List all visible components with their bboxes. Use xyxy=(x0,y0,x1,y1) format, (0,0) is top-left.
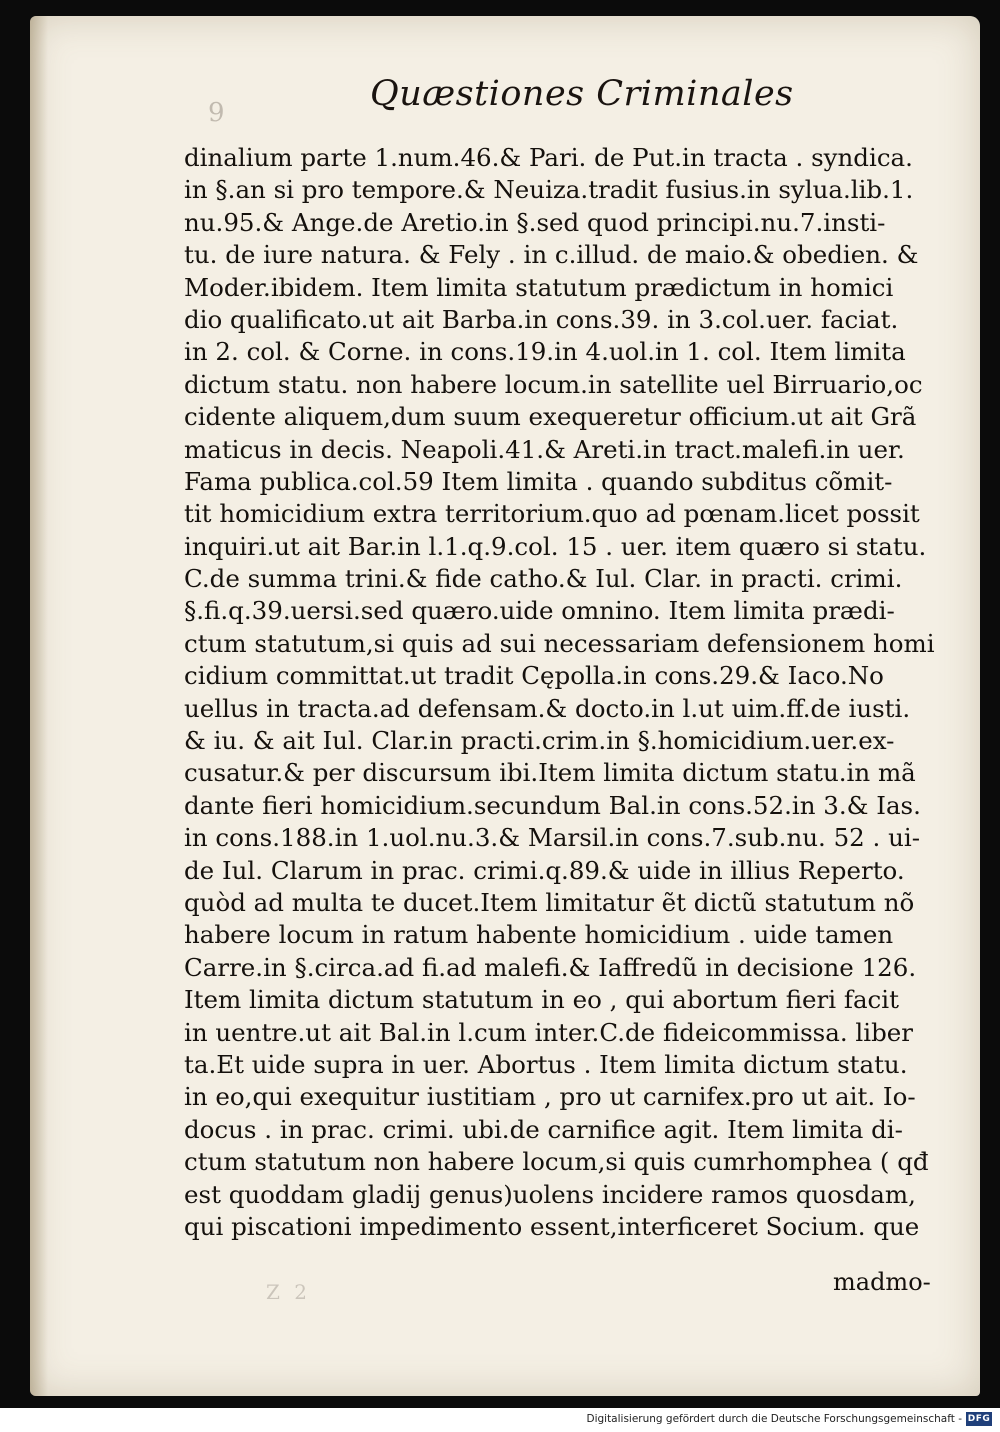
text-line: §.fi.q.39.uersi.sed quæro.uide omnino. Item limita prædi- xyxy=(184,596,895,626)
text-line: est quoddam gladij genus)uolens incidere ramos quosdam, xyxy=(184,1179,916,1209)
text-line: quòd ad multa te ducet.Item limitatur ẽt dictũ statutum nõ xyxy=(184,887,915,917)
text-line: ta.Et uide supra in uer. Abortus . Item limita dictum statu. xyxy=(184,1049,908,1079)
text-line: & iu. & ait Iul. Clar.in practi.crim.in §.homicidium.uer.ex- xyxy=(184,726,895,756)
text-line: in eo,qui exequitur iustitiam , pro ut carnifex.pro ut ait. Io- xyxy=(184,1082,916,1112)
text-line: tu. de iure natura. & Fely . in c.illud. de maio.& obedien. & xyxy=(184,240,919,270)
running-head: Quæstiones Criminales xyxy=(370,74,794,114)
book-page xyxy=(30,16,980,1396)
funding-credit: Digitalisierung gefördert durch die Deutsche Forschungsgemeinschaft - xyxy=(586,1413,962,1425)
text-line: nu.95.& Ange.de Aretio.in §.sed quod principi.nu.7.insti- xyxy=(184,207,886,237)
text-line: dinalium parte 1.num.46.& Pari. de Put.in tracta . syndica. xyxy=(184,143,913,172)
text-line: in uentre.ut ait Bal.in l.cum inter.C.de fideicommissa. liber xyxy=(184,1017,913,1047)
text-line: Fama publica.col.59 Item limita . quando subditus cõmit- xyxy=(184,466,893,496)
text-line: in 2. col. & Corne. in cons.19.in 4.uol.in 1. col. Item limita xyxy=(184,337,906,367)
text-line: Carre.in §.circa.ad fi.ad malefi.& Iaffredũ in decisione 126. xyxy=(184,952,917,982)
text-line: in §.an si pro tempore.& Neuiza.tradit fusius.in sylua.lib.1. xyxy=(184,175,914,205)
text-line: in cons.188.in 1.uol.nu.3.& Marsil.in cons.7.sub.nu. 52 . ui- xyxy=(184,823,921,853)
text-line: dio qualificato.ut ait Barba.in cons.39. in 3.col.uer. faciat. xyxy=(184,304,899,334)
text-line: de Iul. Clarum in prac. crimi.q.89.& uide in illius Reperto. xyxy=(184,855,905,885)
dfg-logo: DFG xyxy=(967,1414,991,1424)
text-line: docus . in prac. crimi. ubi.de carnifice agit. Item limita di- xyxy=(184,1114,903,1144)
text-line: maticus in decis. Neapoli.41.& Areti.in tract.malefi.in uer. xyxy=(184,434,905,464)
text-line: cidente aliquem,dum suum exequeretur officium.ut ait Grã xyxy=(184,402,917,432)
text-line: tit homicidium extra territorium.quo ad pœnam.licet possit xyxy=(184,499,920,529)
bleed-through-page-number: 9 xyxy=(208,98,231,128)
text-line: dictum statu. non habere locum.in satellite uel Birruario,oc xyxy=(184,369,923,399)
text-line: Moder.ibidem. Item limita statutum prædictum in homici xyxy=(184,272,894,302)
text-line: inquiri.ut ait Bar.in l.1.q.9.col. 15 . uer. item quæro si statu. xyxy=(184,531,927,561)
text-line: habere locum in ratum habente homicidium . uide tamen xyxy=(184,920,894,950)
text-line: ctum statutum non habere locum,si quis cumrhomphea ( qđ xyxy=(184,1147,929,1177)
text-line: cusatur.& per discursum ibi.Item limita dictum statu.in mã xyxy=(184,758,916,788)
catchword: madmo- xyxy=(833,1268,931,1296)
text-line: ctum statutum,si quis ad sui necessariam defensionem homi xyxy=(184,628,935,658)
text-line: uellus in tracta.ad defensam.& docto.in l.ut uim.ff.de iusti. xyxy=(184,693,911,723)
text-line: Item limita dictum statutum in eo , qui abortum fieri facit xyxy=(184,985,899,1015)
text-line: C.de summa trini.& fide catho.& Iul. Clar. in practi. crimi. xyxy=(184,564,903,594)
bleed-through-signature: Z 2 xyxy=(266,1280,311,1304)
body-text xyxy=(184,142,979,1243)
footer-bar xyxy=(0,1408,1000,1432)
text-line: cidium committat.ut tradit Cępolla.in cons.29.& Iaco.No xyxy=(184,661,884,691)
text-line: dante fieri homicidium.secundum Bal.in cons.52.in 3.& Ias. xyxy=(184,790,921,820)
text-line: qui piscationi impedimento essent,interficeret Socium. que xyxy=(184,1211,920,1241)
